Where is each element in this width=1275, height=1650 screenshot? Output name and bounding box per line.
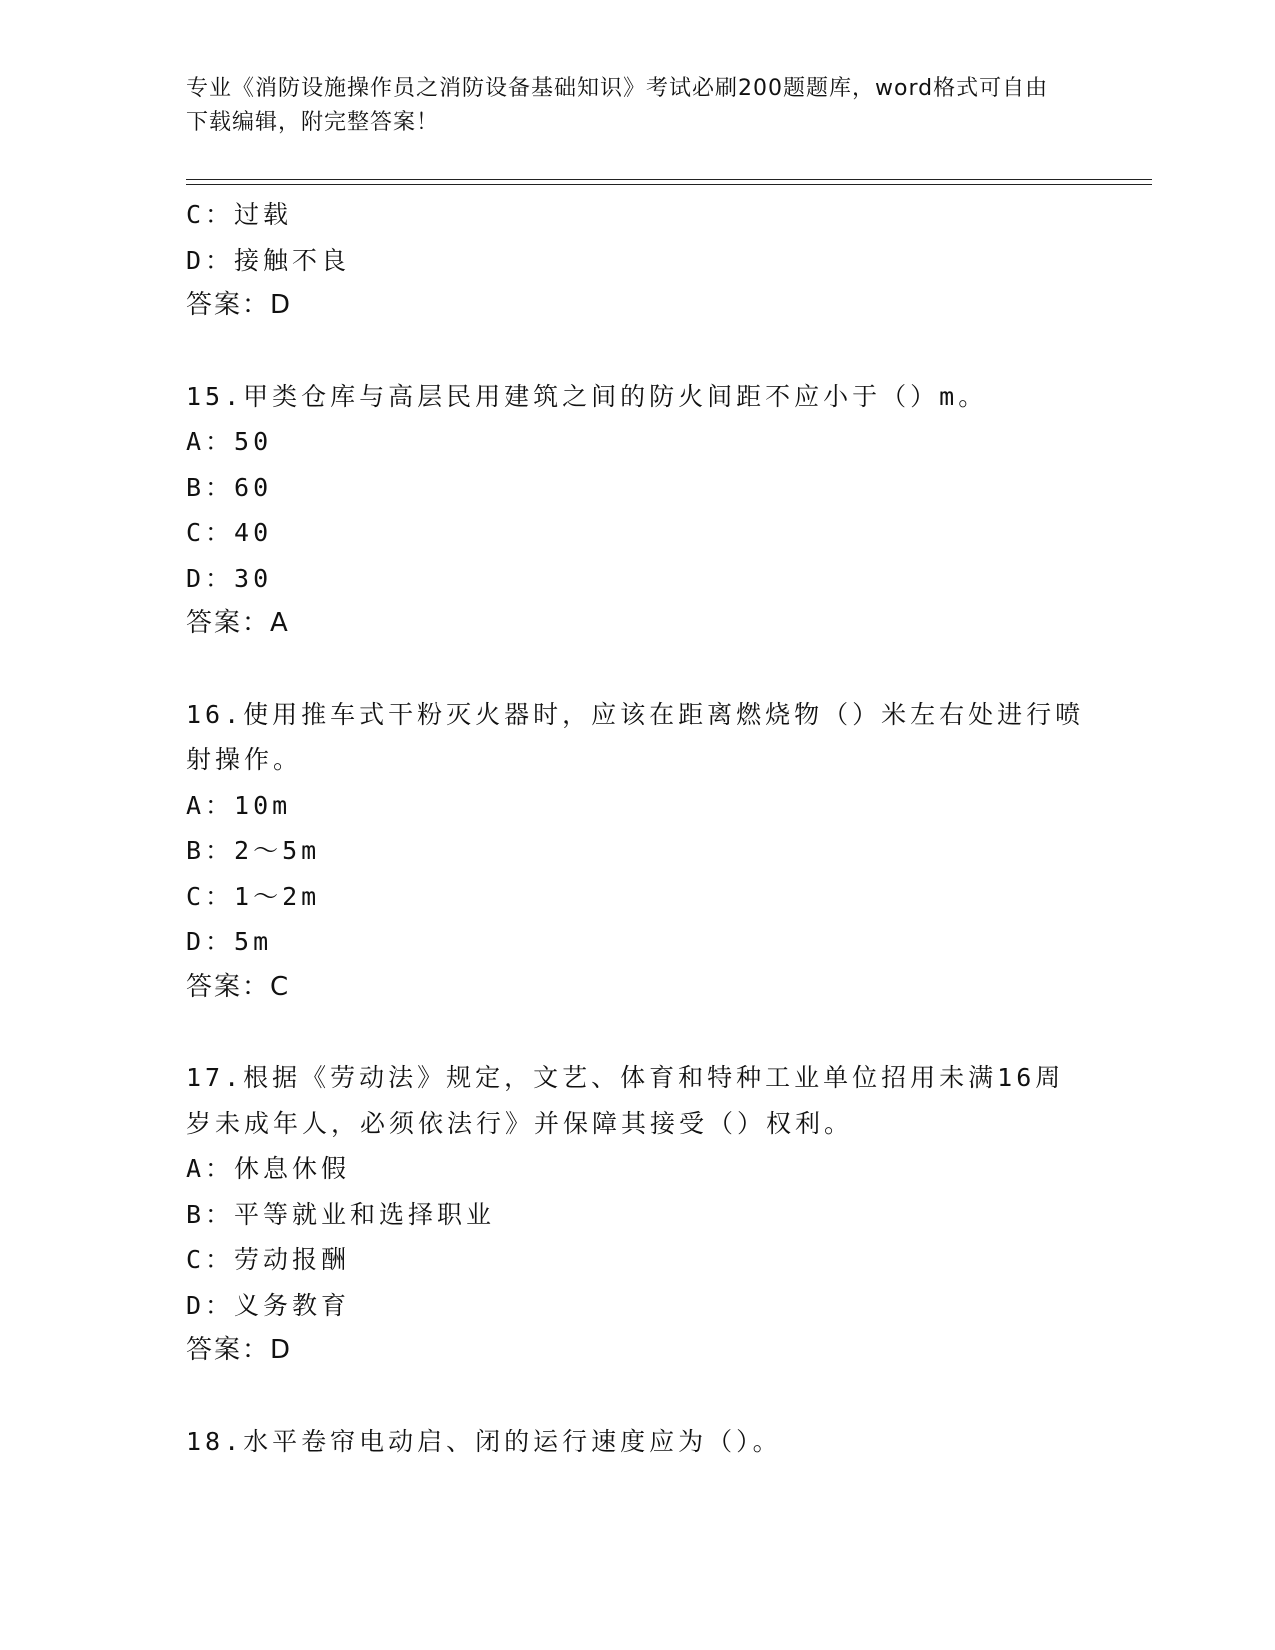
question-17 <box>186 1055 1086 1374</box>
document-header: 专业《消防设施操作员之消防设备基础知识》考试必刷200题题库，word格式可自由下载编辑，附完整答案！ <box>186 76 1049 135</box>
option-b: B：平等就业和选择职业 <box>186 1199 496 1229</box>
question-stem: 18.水平卷帘电动启、闭的运行速度应为（）。 <box>186 1426 782 1456</box>
option-b: B：60 <box>186 472 273 502</box>
answer-line: 答案：C <box>186 971 291 1002</box>
question-stem: 15.甲类仓库与高层民用建筑之间的防火间距不应小于（）m。 <box>186 381 988 411</box>
option-c: C：过载 <box>186 200 293 229</box>
option-d: D：义务教育 <box>186 1290 351 1320</box>
option-a: A：50 <box>186 427 273 456</box>
answer-line: 答案：D <box>186 1335 293 1365</box>
option-b: B：2～5m <box>186 836 321 865</box>
option-a: A：10m <box>186 790 292 820</box>
option-d: D：5m <box>186 927 273 956</box>
question-18 <box>186 1419 1086 1465</box>
option-a: A：休息休假 <box>186 1154 351 1183</box>
question-stem: 16.使用推车式干粉灭火器时，应该在距离燃烧物（）米左右处进行喷射操作。 <box>186 699 1085 774</box>
header-rule-top <box>186 179 1152 180</box>
option-c: C：劳动报酬 <box>186 1245 351 1274</box>
answer-line: 答案：A <box>186 608 290 638</box>
header-rule-bottom <box>186 184 1152 185</box>
question-14-continued <box>186 192 1086 329</box>
option-c: C：1～2m <box>186 881 321 911</box>
question-content <box>186 192 1086 1464</box>
option-c: C：40 <box>186 518 273 547</box>
question-stem: 17.根据《劳动法》规定，文艺、体育和特种工业单位招用未满16周岁未成年人，必须依法行》并保障其接受（）权利。 <box>186 1063 1065 1138</box>
option-d: D：30 <box>186 563 273 593</box>
question-15 <box>186 374 1086 647</box>
option-d: D：接触不良 <box>186 245 351 275</box>
question-16 <box>186 692 1086 1011</box>
answer-line: 答案：D <box>186 290 293 320</box>
